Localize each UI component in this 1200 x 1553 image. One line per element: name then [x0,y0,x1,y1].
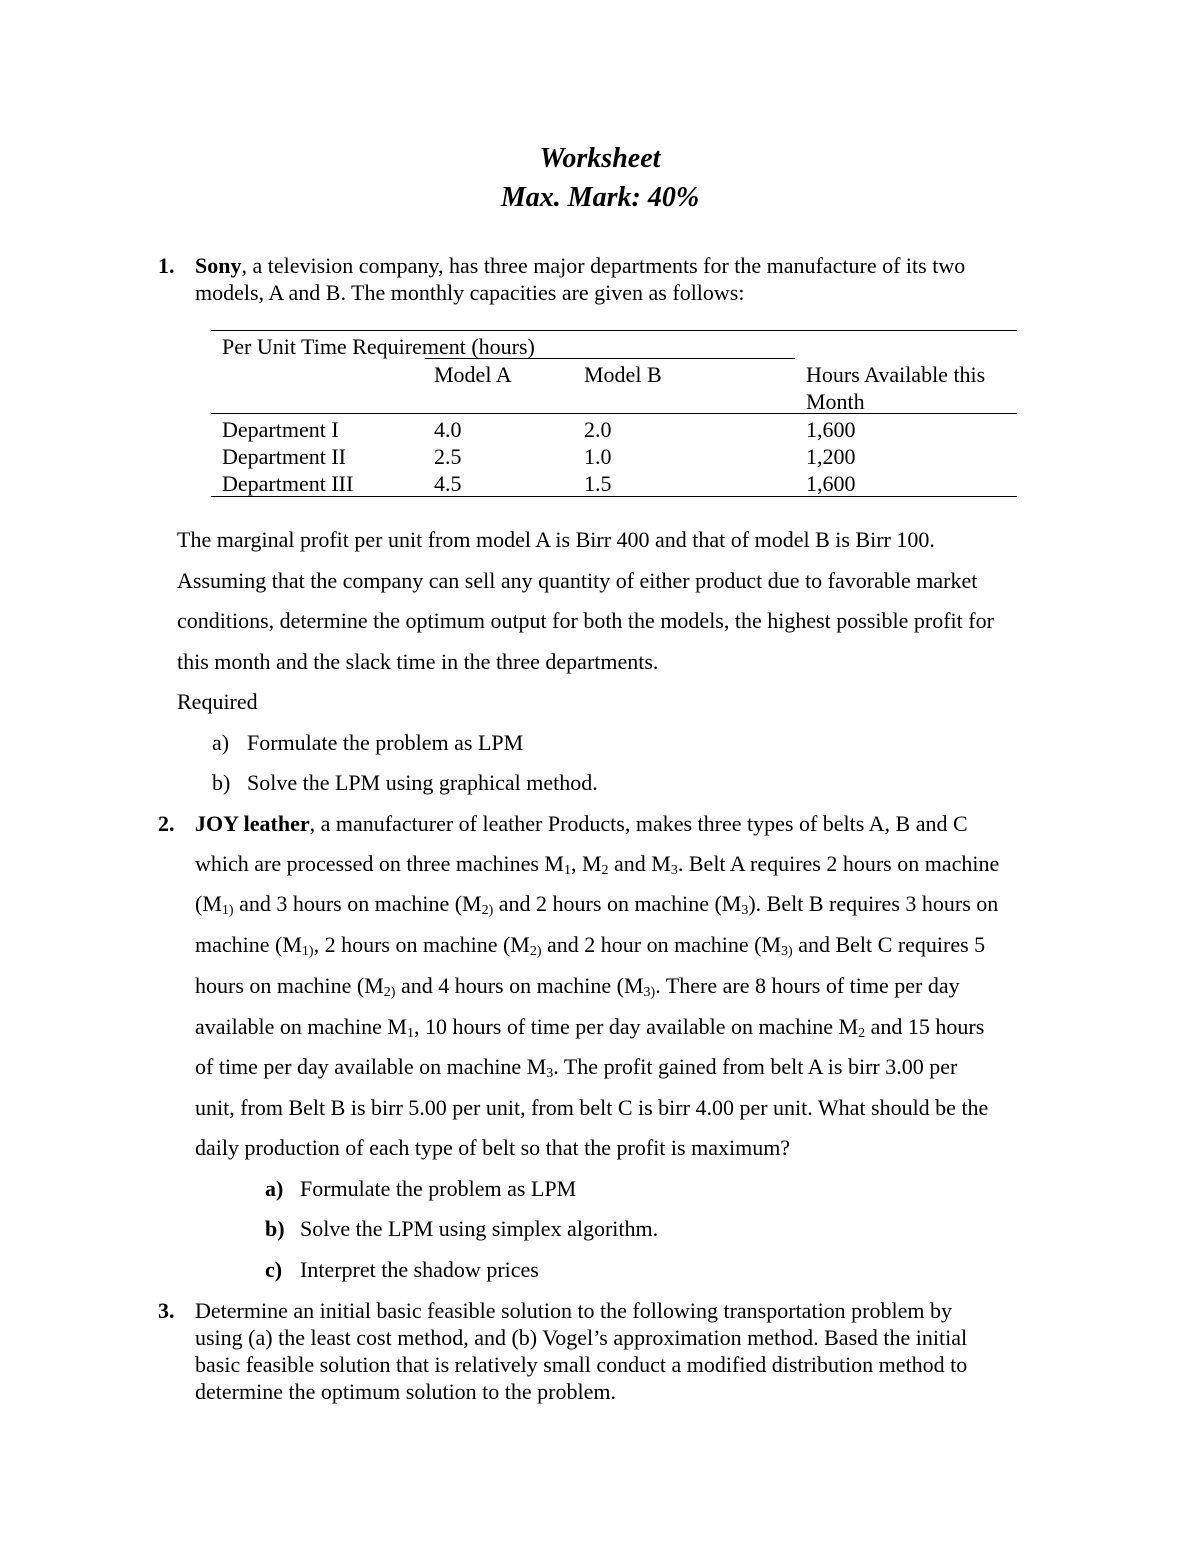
table-group-header: Per Unit Time Requirement (hours) [222,334,535,359]
question-2-company: JOY leather [195,811,310,836]
question-2-item-b-text: Solve the LPM using simplex algorithm. [300,1216,659,1241]
question-2-number: 2. [158,811,175,836]
question-3-line-4: determine the optimum solution to the problem. [195,1379,616,1404]
question-2-item-a-label: a) [265,1176,284,1201]
table-header-hours-line-2: Month [806,389,865,414]
question-3-line-2: using (a) the least cost method, and (b) Vogel’s approximation method. Based the initial [195,1325,968,1350]
table-bottom-rule [211,496,1017,497]
question-1-item-b-text: Solve the LPM using graphical method. [247,770,598,795]
table-cell-model-a: 4.0 [434,417,462,442]
table-cell-hours: 1,600 [806,471,856,496]
question-2-item-a-text: Formulate the problem as LPM [300,1176,577,1201]
question-2-line-5: hours on machine ($M_{2)}$ and 4 hours on machine ($M_{3)}$. There are 8 hours of time per day [195,973,960,1000]
page-subtitle: Max. Mark: 40% [500,182,700,213]
question-1-required: Required [177,689,258,714]
table-cell-dept: Department III [222,471,354,496]
table-header-model-a: Model A [434,362,512,387]
table-cell-model-b: 1.5 [584,471,612,496]
question-1-item-a-label: a) [212,730,230,755]
question-3-line-3: basic feasible solution that is relatively small conduct a modified distribution method to [195,1352,968,1377]
question-2-line-4: machine ($M_{1)}$, 2 hours on machine ($M_{2)}$ and 2 hour on machine ($M_{3)}$ and Belt C requires 5 [195,932,986,959]
question-1-intro-line-1 [195,253,1058,279]
page-title: Worksheet [539,143,661,174]
table-header-hours-line-1: Hours Available this [806,362,986,387]
question-2-line-2: which are processed on three machines $M_1$, $M_2$ and $M_3$. Belt A requires 2 hours on machine [195,851,1000,878]
question-3-line-1: Determine an initial basic feasible solution to the following transportation problem by [195,1298,952,1323]
question-1-intro-text: , a television company, has three major departments for the manufacture of its two [241,253,966,278]
question-1-number: 1. [158,253,175,278]
question-1-body-line-1: The marginal profit per unit from model A is Birr 400 and that of model B is Birr 100. [177,527,935,552]
question-2-item-b-label: b) [265,1216,285,1241]
question-2-line-1 [195,811,1058,837]
table-cell-hours: 1,600 [806,417,856,442]
table-top-rule [211,330,1017,331]
table-group-rule [425,358,795,359]
question-2-line-9: daily production of each type of belt so that the profit is maximum? [195,1135,791,1160]
table-cell-model-b: 2.0 [584,417,612,442]
table-cell-dept: Department I [222,417,339,442]
question-1-body-line-3: conditions, determine the optimum output for both the models, the highest possible profit for [177,608,994,633]
table-cell-model-b: 1.0 [584,444,612,469]
question-1-body-line-4: this month and the slack time in the three departments. [177,649,659,674]
question-2-line-1-text: , a manufacturer of leather Products, makes three types of belts A, B and C [309,811,968,836]
table-header-model-b: Model B [584,362,662,387]
table-cell-model-a: 2.5 [434,444,462,469]
question-2-line-6: available on machine $M_1$, 10 hours of time per day available on machine $M_2$ and 15 hours [195,1014,985,1041]
question-2-item-c-text: Interpret the shadow prices [300,1257,539,1282]
question-1-intro-line-2: models, A and B. The monthly capacities are given as follows: [195,280,745,305]
question-1-item-b-label: b) [212,770,231,795]
question-1-body-line-2: Assuming that the company can sell any quantity of either product due to favorable market [177,568,978,593]
question-1-item-a-text: Formulate the problem as LPM [247,730,524,755]
table-cell-hours: 1,200 [806,444,856,469]
question-2-line-3: ($M_{1)}$ and 3 hours on machine ($M_{2)}$ and 2 hours on machine $(M_3)$. Belt B requires 3 hours on [195,891,999,918]
question-2-line-7: of time per day available on machine $M_3$. The profit gained from belt A is birr 3.00 per [195,1054,958,1081]
question-1-company: Sony [195,253,242,278]
table-cell-model-a: 4.5 [434,471,462,496]
table-header-rule [211,413,1017,414]
question-2-item-c-label: c) [265,1257,283,1282]
question-2-line-8: unit, from Belt B is birr 5.00 per unit, from belt C is birr 4.00 per unit. What should be the [195,1095,989,1120]
question-3-number: 3. [158,1298,175,1323]
table-cell-dept: Department II [222,444,346,469]
